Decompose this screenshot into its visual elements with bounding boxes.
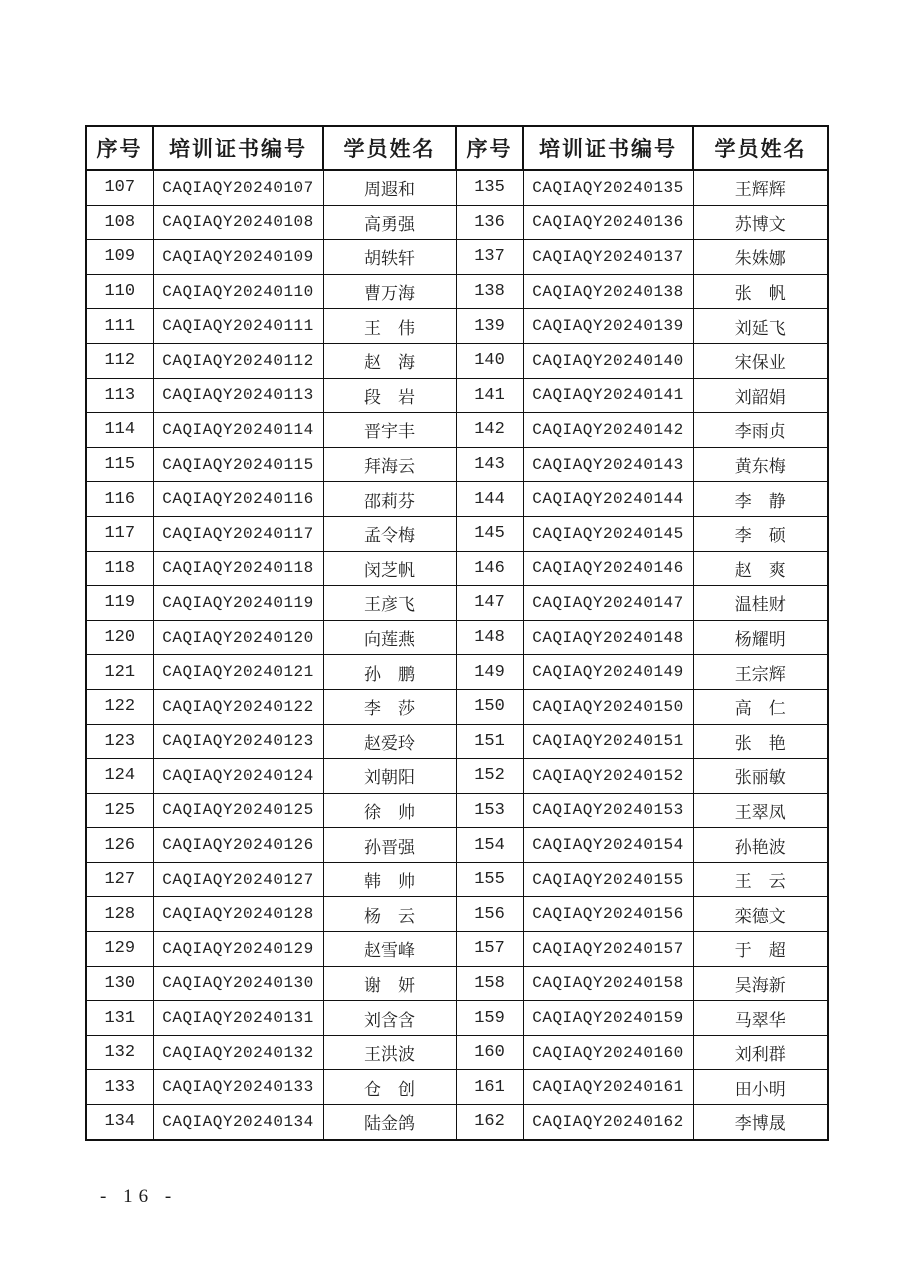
name-cell-left: 曹万海 bbox=[323, 274, 456, 309]
name-cell-right: 李 静 bbox=[693, 482, 828, 517]
seq-cell-right: 153 bbox=[456, 793, 523, 828]
table-row bbox=[86, 447, 828, 482]
cert-cell-left: CAQIAQY20240111 bbox=[153, 309, 323, 344]
name-cell-right: 李雨贞 bbox=[693, 413, 828, 448]
seq-cell-left: 113 bbox=[86, 378, 153, 413]
seq-cell-left: 121 bbox=[86, 655, 153, 690]
cert-cell-right: CAQIAQY20240155 bbox=[523, 862, 693, 897]
page-number: - 16 - bbox=[100, 1186, 178, 1207]
roster-table-header bbox=[86, 126, 828, 170]
table-row bbox=[86, 516, 828, 551]
seq-cell-left: 110 bbox=[86, 274, 153, 309]
cert-cell-right: CAQIAQY20240145 bbox=[523, 516, 693, 551]
roster-table bbox=[85, 125, 829, 1141]
roster-table-body bbox=[86, 170, 828, 1140]
table-row bbox=[86, 689, 828, 724]
cert-cell-right: CAQIAQY20240135 bbox=[523, 170, 693, 205]
name-cell-left: 王 伟 bbox=[323, 309, 456, 344]
name-cell-left: 拜海云 bbox=[323, 447, 456, 482]
table-row bbox=[86, 482, 828, 517]
seq-cell-left: 108 bbox=[86, 205, 153, 240]
seq-cell-left: 126 bbox=[86, 828, 153, 863]
name-cell-right: 张丽敏 bbox=[693, 759, 828, 794]
name-cell-left: 高勇强 bbox=[323, 205, 456, 240]
cert-cell-right: CAQIAQY20240147 bbox=[523, 586, 693, 621]
name-cell-left: 韩 帅 bbox=[323, 862, 456, 897]
cert-cell-right: CAQIAQY20240162 bbox=[523, 1105, 693, 1140]
cert-cell-right: CAQIAQY20240151 bbox=[523, 724, 693, 759]
seq-cell-left: 133 bbox=[86, 1070, 153, 1105]
name-cell-right: 宋保业 bbox=[693, 343, 828, 378]
seq-cell-right: 144 bbox=[456, 482, 523, 517]
seq-cell-left: 119 bbox=[86, 586, 153, 621]
cert-cell-right: CAQIAQY20240139 bbox=[523, 309, 693, 344]
seq-cell-right: 162 bbox=[456, 1105, 523, 1140]
name-cell-left: 周遐和 bbox=[323, 170, 456, 205]
name-cell-right: 赵 爽 bbox=[693, 551, 828, 586]
table-row bbox=[86, 309, 828, 344]
name-cell-left: 刘含含 bbox=[323, 1001, 456, 1036]
seq-cell-right: 135 bbox=[456, 170, 523, 205]
seq-cell-right: 159 bbox=[456, 1001, 523, 1036]
seq-cell-left: 122 bbox=[86, 689, 153, 724]
header-cert-right: 培训证书编号 bbox=[523, 126, 693, 170]
cert-cell-right: CAQIAQY20240153 bbox=[523, 793, 693, 828]
seq-cell-left: 118 bbox=[86, 551, 153, 586]
name-cell-right: 黄东梅 bbox=[693, 447, 828, 482]
table-row bbox=[86, 413, 828, 448]
seq-cell-right: 138 bbox=[456, 274, 523, 309]
seq-cell-left: 115 bbox=[86, 447, 153, 482]
cert-cell-left: CAQIAQY20240113 bbox=[153, 378, 323, 413]
name-cell-right: 王 云 bbox=[693, 862, 828, 897]
table-row bbox=[86, 655, 828, 690]
seq-cell-right: 152 bbox=[456, 759, 523, 794]
cert-cell-right: CAQIAQY20240161 bbox=[523, 1070, 693, 1105]
seq-cell-left: 112 bbox=[86, 343, 153, 378]
cert-cell-right: CAQIAQY20240158 bbox=[523, 966, 693, 1001]
name-cell-left: 邵莉芬 bbox=[323, 482, 456, 517]
seq-cell-left: 128 bbox=[86, 897, 153, 932]
name-cell-right: 李 硕 bbox=[693, 516, 828, 551]
seq-cell-left: 120 bbox=[86, 620, 153, 655]
table-row bbox=[86, 966, 828, 1001]
seq-cell-right: 158 bbox=[456, 966, 523, 1001]
cert-cell-right: CAQIAQY20240142 bbox=[523, 413, 693, 448]
seq-cell-right: 140 bbox=[456, 343, 523, 378]
name-cell-left: 徐 帅 bbox=[323, 793, 456, 828]
name-cell-right: 刘延飞 bbox=[693, 309, 828, 344]
cert-cell-left: CAQIAQY20240112 bbox=[153, 343, 323, 378]
table-row bbox=[86, 343, 828, 378]
seq-cell-right: 154 bbox=[456, 828, 523, 863]
cert-cell-right: CAQIAQY20240156 bbox=[523, 897, 693, 932]
name-cell-left: 杨 云 bbox=[323, 897, 456, 932]
name-cell-right: 马翠华 bbox=[693, 1001, 828, 1036]
seq-cell-right: 139 bbox=[456, 309, 523, 344]
seq-cell-right: 146 bbox=[456, 551, 523, 586]
header-seq-left: 序号 bbox=[86, 126, 153, 170]
table-row bbox=[86, 205, 828, 240]
name-cell-left: 孙 鹏 bbox=[323, 655, 456, 690]
seq-cell-right: 148 bbox=[456, 620, 523, 655]
seq-cell-left: 114 bbox=[86, 413, 153, 448]
seq-cell-left: 109 bbox=[86, 240, 153, 275]
table-row bbox=[86, 1035, 828, 1070]
name-cell-left: 向莲燕 bbox=[323, 620, 456, 655]
seq-cell-left: 134 bbox=[86, 1105, 153, 1140]
seq-cell-left: 125 bbox=[86, 793, 153, 828]
cert-cell-left: CAQIAQY20240115 bbox=[153, 447, 323, 482]
seq-cell-right: 150 bbox=[456, 689, 523, 724]
cert-cell-left: CAQIAQY20240120 bbox=[153, 620, 323, 655]
seq-cell-left: 111 bbox=[86, 309, 153, 344]
name-cell-right: 高 仁 bbox=[693, 689, 828, 724]
table-row bbox=[86, 551, 828, 586]
table-row bbox=[86, 1070, 828, 1105]
name-cell-left: 孟令梅 bbox=[323, 516, 456, 551]
seq-cell-right: 149 bbox=[456, 655, 523, 690]
seq-cell-left: 129 bbox=[86, 932, 153, 967]
table-row bbox=[86, 828, 828, 863]
header-name-left: 学员姓名 bbox=[323, 126, 456, 170]
name-cell-left: 刘朝阳 bbox=[323, 759, 456, 794]
name-cell-right: 杨耀明 bbox=[693, 620, 828, 655]
seq-cell-left: 123 bbox=[86, 724, 153, 759]
cert-cell-left: CAQIAQY20240116 bbox=[153, 482, 323, 517]
cert-cell-left: CAQIAQY20240114 bbox=[153, 413, 323, 448]
table-row bbox=[86, 724, 828, 759]
cert-cell-right: CAQIAQY20240144 bbox=[523, 482, 693, 517]
name-cell-right: 张 艳 bbox=[693, 724, 828, 759]
seq-cell-right: 155 bbox=[456, 862, 523, 897]
name-cell-right: 吴海新 bbox=[693, 966, 828, 1001]
seq-cell-right: 137 bbox=[456, 240, 523, 275]
table-row bbox=[86, 170, 828, 205]
cert-cell-left: CAQIAQY20240108 bbox=[153, 205, 323, 240]
table-row bbox=[86, 1105, 828, 1140]
table-row bbox=[86, 620, 828, 655]
seq-cell-right: 136 bbox=[456, 205, 523, 240]
table-row bbox=[86, 1001, 828, 1036]
cert-cell-right: CAQIAQY20240137 bbox=[523, 240, 693, 275]
cert-cell-left: CAQIAQY20240127 bbox=[153, 862, 323, 897]
name-cell-left: 王彦飞 bbox=[323, 586, 456, 621]
seq-cell-left: 130 bbox=[86, 966, 153, 1001]
cert-cell-left: CAQIAQY20240121 bbox=[153, 655, 323, 690]
cert-cell-left: CAQIAQY20240129 bbox=[153, 932, 323, 967]
seq-cell-left: 117 bbox=[86, 516, 153, 551]
name-cell-left: 赵爱玲 bbox=[323, 724, 456, 759]
table-row bbox=[86, 793, 828, 828]
seq-cell-right: 142 bbox=[456, 413, 523, 448]
cert-cell-right: CAQIAQY20240159 bbox=[523, 1001, 693, 1036]
cert-cell-left: CAQIAQY20240128 bbox=[153, 897, 323, 932]
table-row bbox=[86, 240, 828, 275]
seq-cell-left: 131 bbox=[86, 1001, 153, 1036]
cert-cell-left: CAQIAQY20240122 bbox=[153, 689, 323, 724]
seq-cell-left: 124 bbox=[86, 759, 153, 794]
name-cell-right: 刘韶娟 bbox=[693, 378, 828, 413]
name-cell-left: 仓 创 bbox=[323, 1070, 456, 1105]
cert-cell-left: CAQIAQY20240118 bbox=[153, 551, 323, 586]
cert-cell-right: CAQIAQY20240152 bbox=[523, 759, 693, 794]
cert-cell-right: CAQIAQY20240140 bbox=[523, 343, 693, 378]
name-cell-left: 李 莎 bbox=[323, 689, 456, 724]
name-cell-right: 王辉辉 bbox=[693, 170, 828, 205]
seq-cell-right: 157 bbox=[456, 932, 523, 967]
cert-cell-left: CAQIAQY20240125 bbox=[153, 793, 323, 828]
cert-cell-left: CAQIAQY20240109 bbox=[153, 240, 323, 275]
name-cell-right: 朱姝娜 bbox=[693, 240, 828, 275]
seq-cell-left: 107 bbox=[86, 170, 153, 205]
cert-cell-right: CAQIAQY20240136 bbox=[523, 205, 693, 240]
name-cell-left: 陆金鸽 bbox=[323, 1105, 456, 1140]
name-cell-right: 王宗辉 bbox=[693, 655, 828, 690]
name-cell-right: 于 超 bbox=[693, 932, 828, 967]
seq-cell-right: 145 bbox=[456, 516, 523, 551]
seq-cell-right: 143 bbox=[456, 447, 523, 482]
header-row bbox=[86, 126, 828, 170]
cert-cell-right: CAQIAQY20240157 bbox=[523, 932, 693, 967]
name-cell-right: 苏博文 bbox=[693, 205, 828, 240]
name-cell-left: 赵雪峰 bbox=[323, 932, 456, 967]
cert-cell-right: CAQIAQY20240143 bbox=[523, 447, 693, 482]
cert-cell-left: CAQIAQY20240123 bbox=[153, 724, 323, 759]
header-name-right: 学员姓名 bbox=[693, 126, 828, 170]
cert-cell-left: CAQIAQY20240134 bbox=[153, 1105, 323, 1140]
table-row bbox=[86, 586, 828, 621]
name-cell-right: 张 帆 bbox=[693, 274, 828, 309]
seq-cell-right: 160 bbox=[456, 1035, 523, 1070]
name-cell-left: 段 岩 bbox=[323, 378, 456, 413]
name-cell-right: 温桂财 bbox=[693, 586, 828, 621]
cert-cell-right: CAQIAQY20240138 bbox=[523, 274, 693, 309]
name-cell-right: 孙艳波 bbox=[693, 828, 828, 863]
cert-cell-right: CAQIAQY20240148 bbox=[523, 620, 693, 655]
cert-cell-right: CAQIAQY20240154 bbox=[523, 828, 693, 863]
seq-cell-right: 161 bbox=[456, 1070, 523, 1105]
cert-cell-left: CAQIAQY20240131 bbox=[153, 1001, 323, 1036]
cert-cell-right: CAQIAQY20240150 bbox=[523, 689, 693, 724]
cert-cell-right: CAQIAQY20240149 bbox=[523, 655, 693, 690]
cert-cell-left: CAQIAQY20240117 bbox=[153, 516, 323, 551]
name-cell-left: 王洪波 bbox=[323, 1035, 456, 1070]
name-cell-left: 闵芝帆 bbox=[323, 551, 456, 586]
name-cell-left: 孙晋强 bbox=[323, 828, 456, 863]
header-seq-right: 序号 bbox=[456, 126, 523, 170]
name-cell-left: 胡轶轩 bbox=[323, 240, 456, 275]
cert-cell-left: CAQIAQY20240132 bbox=[153, 1035, 323, 1070]
table-row bbox=[86, 862, 828, 897]
table-row bbox=[86, 378, 828, 413]
name-cell-left: 晋宇丰 bbox=[323, 413, 456, 448]
seq-cell-left: 127 bbox=[86, 862, 153, 897]
cert-cell-right: CAQIAQY20240141 bbox=[523, 378, 693, 413]
cert-cell-left: CAQIAQY20240110 bbox=[153, 274, 323, 309]
table-row bbox=[86, 759, 828, 794]
cert-cell-left: CAQIAQY20240133 bbox=[153, 1070, 323, 1105]
table-row bbox=[86, 274, 828, 309]
table-row bbox=[86, 932, 828, 967]
header-cert-left: 培训证书编号 bbox=[153, 126, 323, 170]
seq-cell-left: 132 bbox=[86, 1035, 153, 1070]
name-cell-right: 栾德文 bbox=[693, 897, 828, 932]
name-cell-right: 田小明 bbox=[693, 1070, 828, 1105]
seq-cell-right: 156 bbox=[456, 897, 523, 932]
cert-cell-left: CAQIAQY20240130 bbox=[153, 966, 323, 1001]
cert-cell-right: CAQIAQY20240146 bbox=[523, 551, 693, 586]
cert-cell-left: CAQIAQY20240126 bbox=[153, 828, 323, 863]
name-cell-right: 刘利群 bbox=[693, 1035, 828, 1070]
seq-cell-left: 116 bbox=[86, 482, 153, 517]
cert-cell-left: CAQIAQY20240119 bbox=[153, 586, 323, 621]
cert-cell-left: CAQIAQY20240107 bbox=[153, 170, 323, 205]
cert-cell-left: CAQIAQY20240124 bbox=[153, 759, 323, 794]
table-row bbox=[86, 897, 828, 932]
name-cell-left: 谢 妍 bbox=[323, 966, 456, 1001]
name-cell-right: 王翠凤 bbox=[693, 793, 828, 828]
name-cell-left: 赵 海 bbox=[323, 343, 456, 378]
seq-cell-right: 147 bbox=[456, 586, 523, 621]
seq-cell-right: 141 bbox=[456, 378, 523, 413]
name-cell-right: 李博晟 bbox=[693, 1105, 828, 1140]
cert-cell-right: CAQIAQY20240160 bbox=[523, 1035, 693, 1070]
seq-cell-right: 151 bbox=[456, 724, 523, 759]
